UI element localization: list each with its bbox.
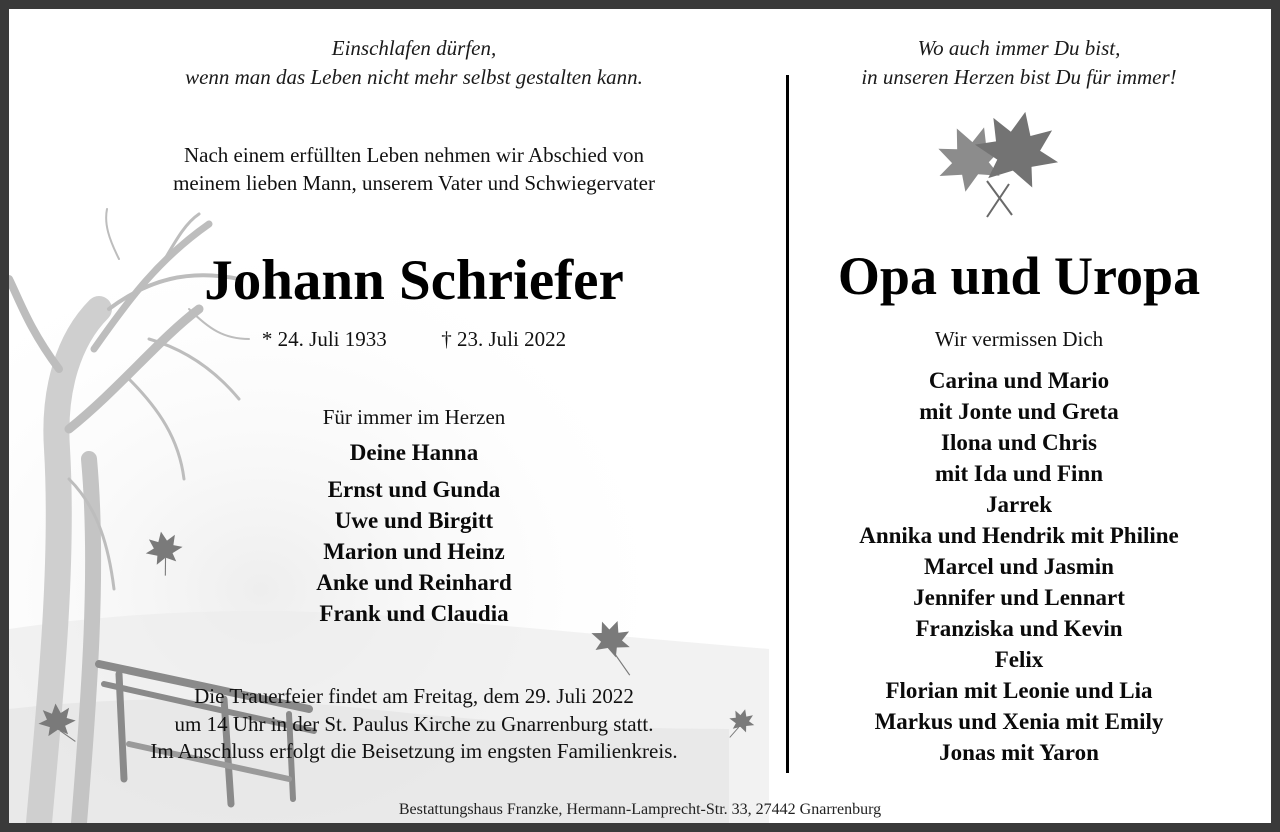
left-verse-line: Einschlafen dürfen,: [331, 36, 497, 60]
wife-name-block: [49, 437, 779, 468]
grandchild-item: Felix: [994, 647, 1044, 672]
right-verse: [799, 34, 1239, 92]
right-verse-line: Wo auch immer Du bist,: [917, 36, 1121, 60]
death-date: † 23. Juli 2022: [441, 327, 567, 351]
family-list: [49, 474, 779, 629]
right-title: Opa und Uropa: [837, 246, 1201, 306]
family-item: Uwe und Birgitt: [334, 508, 494, 533]
deceased-name: Johann Schriefer: [204, 249, 624, 312]
intro-text: [49, 141, 779, 197]
ceremony-info: [49, 683, 779, 766]
funeral-home-footer: Bestattungshaus Franzke, Hermann-Lamprecht-Str. 33, 27442 Gnarrenburg: [398, 801, 882, 818]
grandchild-item: Jonas mit Yaron: [939, 740, 1099, 765]
ceremony-line: um 14 Uhr in der St. Paulus Kirche zu Gnarrenburg statt.: [174, 711, 654, 736]
grandchild-item: Franziska und Kevin: [915, 616, 1123, 641]
birth-date: * 24. Juli 1933: [261, 327, 387, 351]
grandchildren-list: [799, 365, 1239, 768]
ceremony-line: Im Anschluss erfolgt die Beisetzung im engsten Familienkreis.: [150, 739, 678, 763]
life-dates: [49, 325, 779, 353]
grandchild-item: mit Jonte und Greta: [919, 399, 1119, 424]
column-divider: [786, 75, 789, 773]
grandchild-item: mit Ida und Finn: [934, 461, 1104, 486]
grandchild-item: Annika und Hendrik mit Philine: [859, 523, 1179, 548]
intro-line: meinem lieben Mann, unserem Vater und Schwiegervater: [173, 171, 655, 195]
family-item: Marion und Heinz: [323, 539, 505, 564]
grandchild-item: Carina und Mario: [928, 368, 1110, 393]
family-item: Anke und Reinhard: [316, 570, 512, 595]
left-verse-line: wenn man das Leben nicht mehr selbst gestalten kann.: [185, 65, 643, 89]
wife-name: Deine Hanna: [349, 440, 479, 465]
intro-line: Nach einem erfüllten Leben nehmen wir Abschied von: [183, 143, 645, 167]
family-item: Frank und Claudia: [319, 601, 509, 626]
heart-line: Für immer im Herzen: [322, 405, 506, 429]
grandchild-item: Ilona und Chris: [941, 430, 1097, 455]
grandchild-item: Marcel und Jasmin: [924, 554, 1114, 579]
miss-line: Wir vermissen Dich: [934, 327, 1104, 351]
ceremony-line: Die Trauerfeier findet am Freitag, dem 29. Juli 2022: [194, 684, 634, 708]
grandchild-item: Florian mit Leonie und Lia: [885, 678, 1153, 703]
grandchild-item: Jarrek: [985, 492, 1052, 517]
grandchild-item: Jennifer und Lennart: [913, 585, 1125, 610]
left-verse: [49, 34, 779, 92]
maple-leaves-icon: [924, 103, 1066, 217]
obituary-card: [9, 9, 1271, 823]
right-verse-line: in unseren Herzen bist Du für immer!: [861, 65, 1177, 89]
family-item: Ernst und Gunda: [327, 477, 501, 502]
grandchild-item: Markus und Xenia mit Emily: [874, 709, 1164, 734]
